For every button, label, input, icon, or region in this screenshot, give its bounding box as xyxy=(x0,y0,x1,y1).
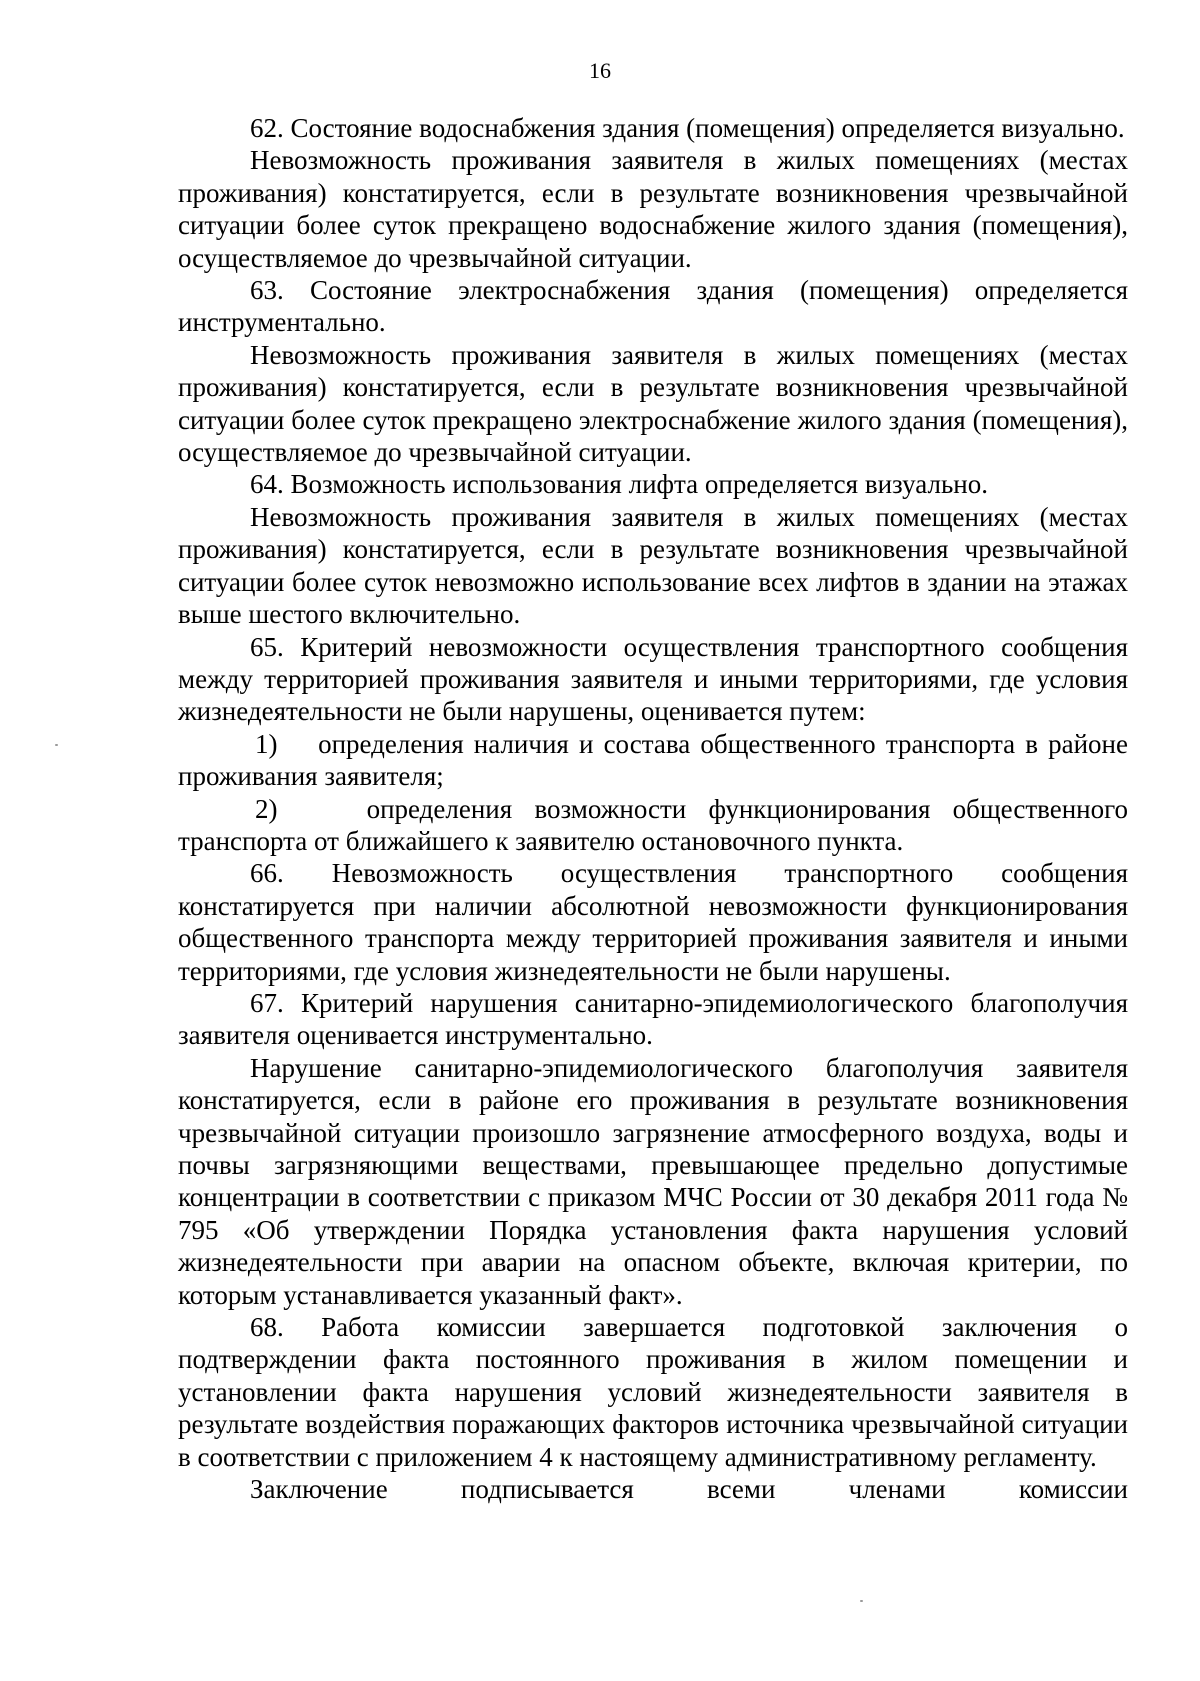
paragraph-67: 67. Критерий нарушения санитарно-эпидемиологического благополучия заявителя оценивается инструментально. xyxy=(178,987,1128,1051)
paragraph-63-detail: Невозможность проживания заявителя в жилых помещениях (местах проживания) констатируется, если в результате возникновения чрезвычайной ситуации более суток прекращено электроснабжение жилого здания (помещения), осуществляемое до чрезвычайной ситуации. xyxy=(178,339,1128,468)
page-number: 16 xyxy=(589,58,611,83)
scan-speck xyxy=(860,1600,863,1602)
paragraph-68: 68. Работа комиссии завершается подготовкой заключения о подтверждении факта постоянного проживания в жилом помещении и установлении факта нарушения условий жизнедеятельности заявителя в результате воздействия поражающих факторов источника чрезвычайной ситуации в соответствии с приложением 4 к настоящему административному регламенту. xyxy=(178,1312,1128,1472)
list-item-2: 2) определения возможности функционирования общественного транспорта от ближайшего к заявителю остановочного пункта. xyxy=(178,793,1128,856)
paragraph-67-detail: Нарушение санитарно-эпидемиологического благополучия заявителя констатируется, если в районе его проживания в результате возникновения чрезвычайной ситуации произошло загрязнение атмосферного воздуха, воды и почвы загрязняющими веществами, превышающее предельно допустимые концентрации в соответствии с приказом МЧС России от 30 декабря 2011 года № 795 «Об утверждении Порядка установления факта нарушения условий жизнедеятельности при аварии на опасном объекте, включая критерии, по которым устанавливается указанный факт». xyxy=(178,1052,1128,1310)
paragraph-64: 64. Возможность использования лифта определяется визуально. xyxy=(250,469,988,500)
document-body xyxy=(178,112,1128,1505)
list-item-1: 1) определения наличия и состава общественного транспорта в районе проживания заявителя; xyxy=(178,728,1128,792)
paragraph-65: 65. Критерий невозможности осуществления транспортного сообщения между территорией проживания заявителя и иными территориями, где условия жизнедеятельности не были нарушены, оценивается путем: xyxy=(178,631,1128,727)
paragraph-62: 62. Состояние водоснабжения здания (помещения) определяется визуально. xyxy=(250,113,1125,143)
paragraph-68-signature: Заключение подписывается всеми членами комиссии xyxy=(250,1474,1128,1505)
paragraph-64-detail: Невозможность проживания заявителя в жилых помещениях (местах проживания) констатируется, если в результате возникновения чрезвычайной ситуации более суток невозможно использование всех лифтов в здании на этажах выше шестого включительно. xyxy=(178,501,1128,630)
paragraph-63: 63. Состояние электроснабжения здания (помещения) определяется инструментально. xyxy=(178,275,1128,338)
paragraph-62-detail: Невозможность проживания заявителя в жилых помещениях (местах проживания) констатируется, если в результате возникновения чрезвычайной ситуации более суток прекращено водоснабжение жилого здания (помещения), осуществляемое до чрезвычайной ситуации. xyxy=(178,145,1128,273)
scan-speck xyxy=(55,744,58,746)
paragraph-66: 66. Невозможность осуществления транспортного сообщения констатируется при наличии абсолютной невозможности функционирования общественного транспорта между территорией проживания заявителя и иными территориями, где условия жизнедеятельности не были нарушены. xyxy=(178,858,1128,986)
